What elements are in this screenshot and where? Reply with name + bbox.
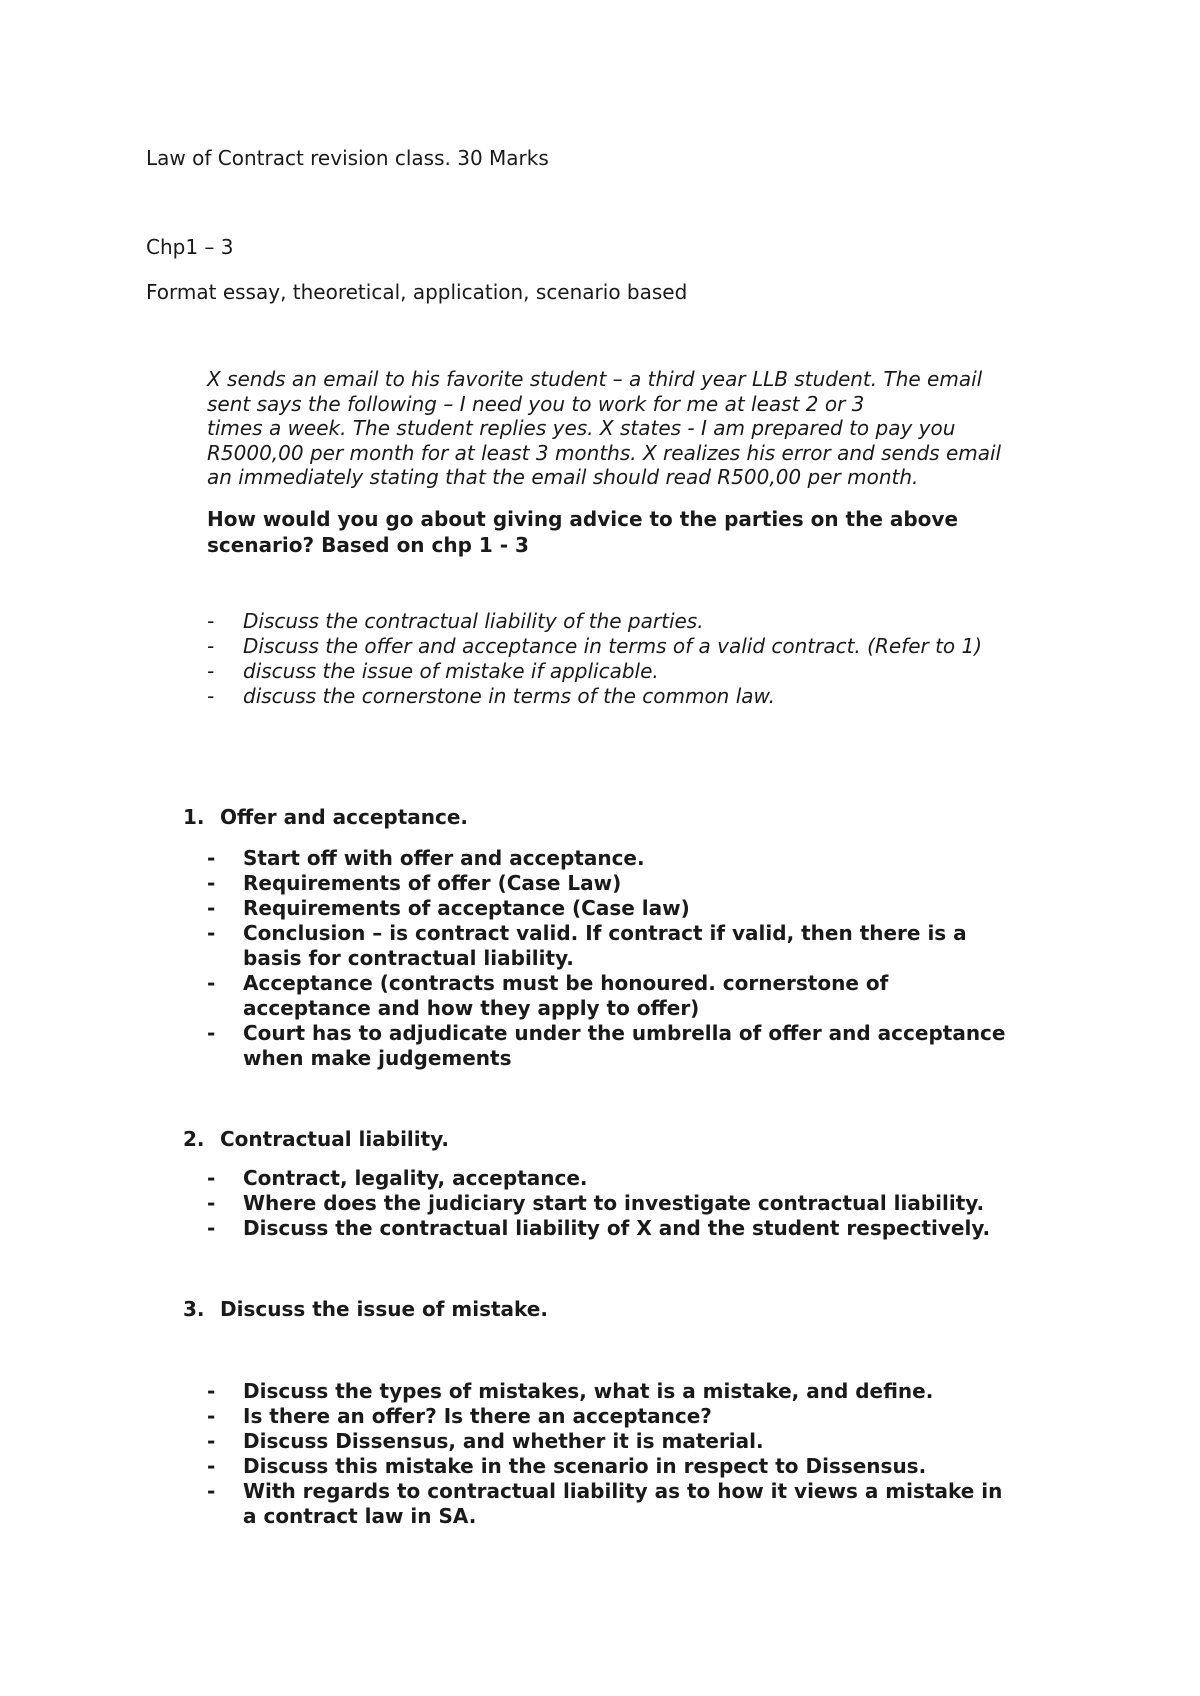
list-item-text: Court has to adjudicate under the umbrella of offer and acceptance (243, 1021, 1006, 1045)
list-item-text: Requirements of offer (Case Law) (243, 871, 622, 895)
bullet-dash: - (207, 1216, 216, 1240)
question-line: scenario? Based on chp 1 - 3 (207, 533, 529, 557)
bullet-dash: - (207, 871, 216, 895)
list-item-text: Discuss the types of mistakes, what is a mistake, and define. (243, 1379, 934, 1403)
list-item-text: Discuss this mistake in the scenario in respect to Dissensus. (243, 1454, 927, 1478)
chapter-range: Chp1 – 3 (146, 235, 234, 259)
bullet-dash: - (207, 971, 216, 995)
list-item-text: Acceptance (contracts must be honoured. cornerstone of (243, 971, 889, 995)
bullet-dash: - (207, 1454, 216, 1478)
question-line: How would you go about giving advice to the parties on the above (207, 507, 959, 531)
list-item-text: Where does the judiciary start to investigate contractual liability. (243, 1191, 985, 1215)
list-item-text: acceptance and how they apply to offer) (243, 996, 700, 1020)
scenario-line: times a week. The student replies yes. X states - I am prepared to pay you (207, 416, 956, 440)
list-item-text: With regards to contractual liability as to how it views a mistake in (243, 1479, 1003, 1503)
section-title: Contractual liability. (220, 1127, 449, 1151)
bullet-dash: - (207, 896, 216, 920)
list-item-text: Is there an offer? Is there an acceptance? (243, 1404, 712, 1428)
scenario-paragraph (207, 367, 1087, 490)
discussion-point-text: Discuss the offer and acceptance in terms of a valid contract. (Refer to 1) (243, 634, 983, 658)
bullet-dash: - (207, 1379, 216, 1403)
section-number: 1. (183, 805, 205, 829)
bullet-dash: - (207, 846, 216, 870)
list-item (0, 896, 1200, 921)
bullet-dash: - (207, 609, 215, 633)
bullet-dash: - (207, 634, 215, 658)
list-item (0, 871, 1200, 896)
section-title: Discuss the issue of mistake. (220, 1297, 548, 1321)
list-item (0, 1429, 1200, 1454)
scenario-line: an immediately stating that the email should read R500,00 per month. (207, 465, 919, 489)
section-number: 3. (183, 1297, 205, 1321)
bullet-dash: - (207, 1166, 216, 1190)
discussion-point-text: discuss the issue of mistake if applicable. (243, 659, 659, 683)
list-item (0, 1216, 1200, 1241)
list-item (0, 1479, 1200, 1529)
list-item (0, 921, 1200, 971)
bullet-dash: - (207, 1429, 216, 1453)
discussion-point-text: discuss the cornerstone in terms of the common law. (243, 684, 775, 708)
bullet-dash: - (207, 1404, 216, 1428)
bullet-dash: - (207, 659, 215, 683)
list-item (0, 1021, 1200, 1071)
document-title: Law of Contract revision class. 30 Marks (146, 146, 549, 170)
list-item-text: Discuss Dissensus, and whether it is material. (243, 1429, 764, 1453)
section-number: 2. (183, 1127, 205, 1151)
list-item-text: a contract law in SA. (243, 1504, 477, 1528)
list-item (0, 1191, 1200, 1216)
list-item (0, 1166, 1200, 1191)
list-item (0, 1404, 1200, 1429)
bullet-dash: - (207, 1191, 216, 1215)
list-item (0, 846, 1200, 871)
bullet-dash: - (207, 684, 215, 708)
list-item-text: Requirements of acceptance (Case law) (243, 896, 690, 920)
list-item (0, 971, 1200, 1021)
list-item-text: Start off with offer and acceptance. (243, 846, 645, 870)
list-item-text: when make judgements (243, 1046, 512, 1070)
list-item-text: basis for contractual liability. (243, 946, 574, 970)
discussion-point-text: Discuss the contractual liability of the parties. (243, 609, 704, 633)
list-item (0, 1454, 1200, 1479)
bullet-dash: - (207, 921, 216, 945)
list-item-text: Discuss the contractual liability of X and the student respectively. (243, 1216, 991, 1240)
question (207, 506, 958, 558)
scenario-line: sent says the following – I need you to work for me at least 2 or 3 (207, 391, 865, 416)
list-item-text: Contract, legality, acceptance. (243, 1166, 588, 1190)
format-description: Format essay, theoretical, application, scenario based (146, 280, 688, 304)
scenario-line: R5000,00 per month for at least 3 months. X realizes his error and sends email (207, 440, 1002, 465)
section-title: Offer and acceptance. (220, 805, 469, 829)
bullet-dash: - (207, 1021, 216, 1045)
bullet-dash: - (207, 1479, 216, 1503)
scenario-line: X sends an email to his favorite student – a third year LLB student. The email (207, 367, 983, 391)
list-item-text: Conclusion – is contract valid. If contract if valid, then there is a (243, 921, 967, 945)
list-item (0, 1379, 1200, 1404)
